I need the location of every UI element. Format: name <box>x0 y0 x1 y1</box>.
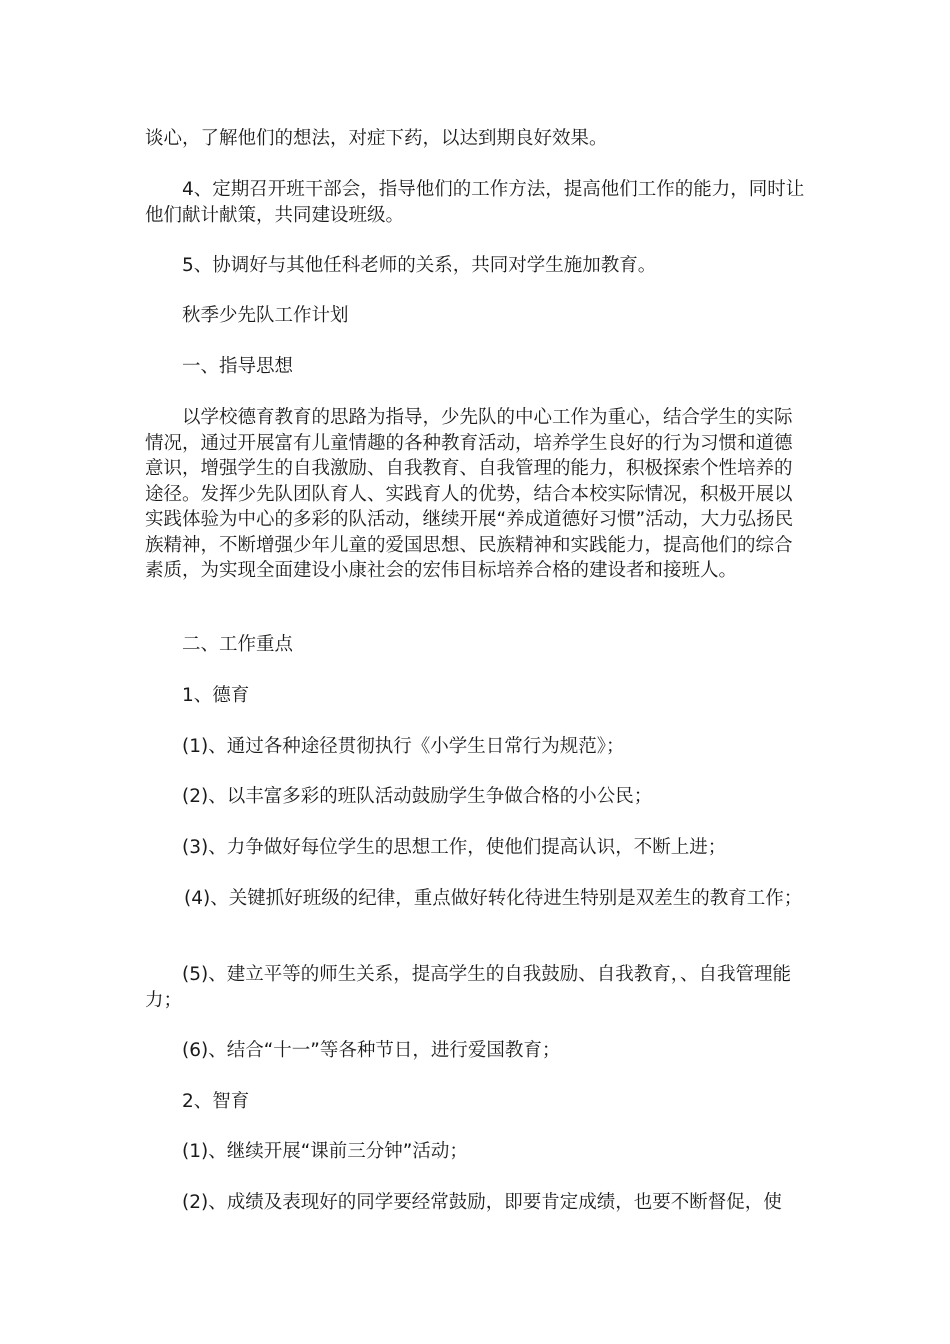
heading-intellectual-education: 2、智育 <box>182 1091 250 1112</box>
paragraph-continuation: 谈心，了解他们的想法，对症下药，以达到期良好效果。 <box>145 128 608 149</box>
list-item-moral-5: (5)、建立平等的师生关系，提高学生的自我鼓励、自我教育，、自我管理能力； <box>145 964 791 1011</box>
list-item-intellectual-2: (2)、成绩及表现好的同学要经常鼓励，即要肯定成绩，也要不断督促，使 <box>182 1192 782 1213</box>
list-item-moral-4: (4)、关键抓好班级的纪律，重点做好转化待进生特别是双差生的教育工作； <box>184 888 803 909</box>
list-item-moral-3: (3)、力争做好每位学生的思想工作，使他们提高认识，不断上进； <box>182 837 727 858</box>
paragraph-item-5: 5、协调好与其他任科老师的关系，共同对学生施加教育。 <box>182 255 657 276</box>
list-item-moral-1: (1)、通过各种途径贯彻执行《小学生日常行为规范》； <box>182 736 625 757</box>
list-item-intellectual-1: (1)、继续开展“课前三分钟”活动； <box>182 1141 468 1162</box>
section-title: 秋季少先队工作计划 <box>182 305 349 326</box>
paragraph-guiding-thought: 以学校德育教育的思路为指导，少先队的中心工作为重心，结合学生的实际情况，通过开展富有儿童情趣的各种教育活动，培养学生良好的行为习惯和道德意识，增强学生的自我激励、自我教育、自我管理的能力，积极探索个性培养的途径。发挥少先队团队育人、实践育人的优势，结合本校实际情况，积极开展以实践体验为中心的多彩的队活动，继续开展“养成道德好习惯”活动，大力弘扬民族精神，不断增强少年儿童的爱国思想、民族精神和实践能力，提高他们的综合素质，为实现全面建设小康社会的宏伟目标培养合格的建设者和接班人。 <box>145 407 794 581</box>
paragraph-item-4: 4、定期召开班干部会，指导他们的工作方法，提高他们工作的能力，同时让他们献计献策，共同建设班级。 <box>145 179 805 226</box>
heading-guiding-thought: 一、指导思想 <box>182 356 294 377</box>
list-item-moral-2: (2)、以丰富多彩的班队活动鼓励学生争做合格的小公民； <box>182 786 653 807</box>
heading-moral-education: 1、德育 <box>182 685 250 706</box>
list-item-moral-6: (6)、结合“十一”等各种节日，进行爱国教育； <box>182 1040 561 1061</box>
heading-work-focus: 二、工作重点 <box>182 634 294 655</box>
